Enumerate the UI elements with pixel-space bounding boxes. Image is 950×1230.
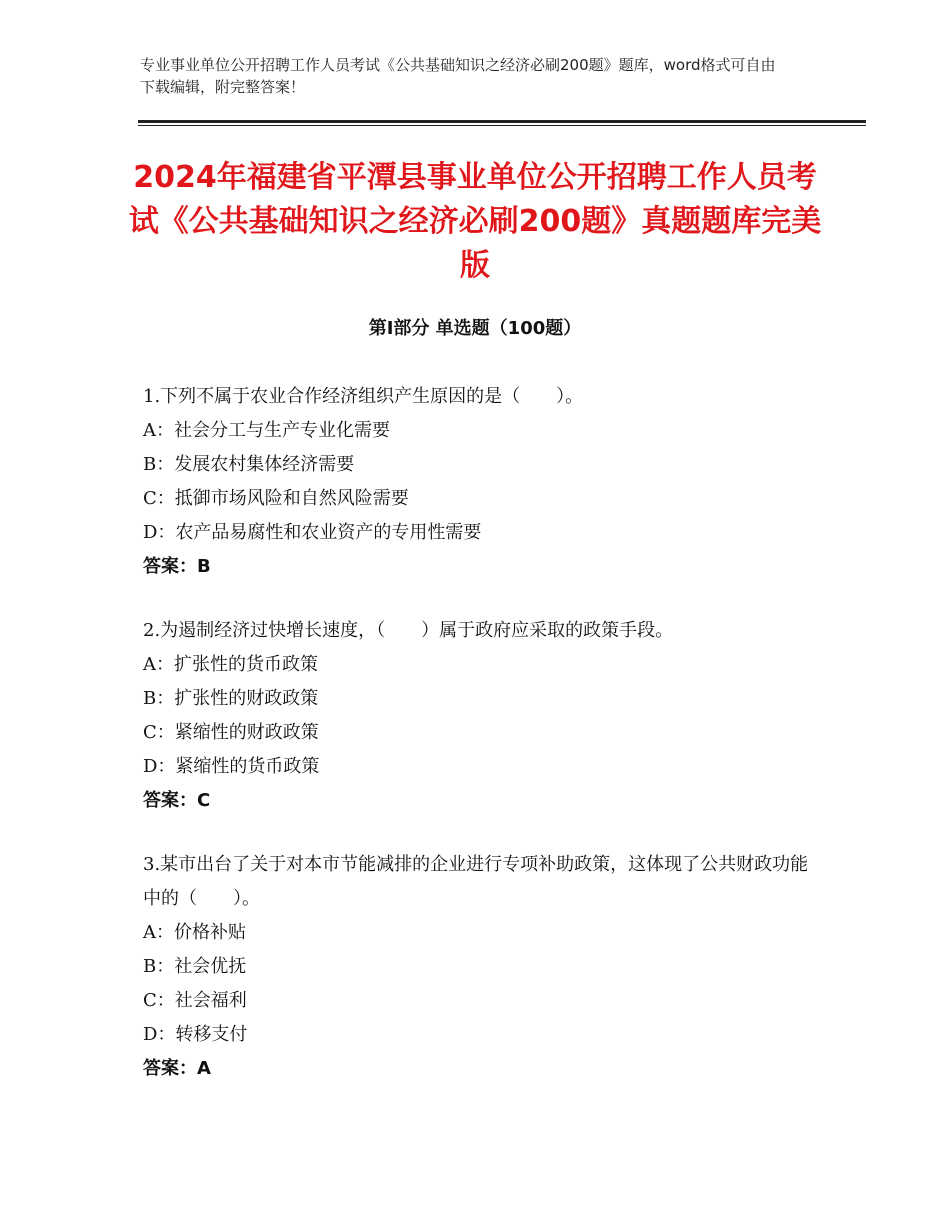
option-c: C：紧缩性的财政政策: [143, 722, 319, 743]
question-list: [143, 380, 823, 1116]
option-b: B：发展农村集体经济需要: [143, 454, 355, 475]
document-title: 2024年福建省平潭县事业单位公开招聘工作人员考试《公共基础知识之经济必刷200题》真题题库完美版: [128, 160, 822, 283]
question-2: [143, 614, 823, 818]
option-b: B：社会优抚: [143, 956, 247, 977]
question-stem: 1.下列不属于农业合作经济组织产生原因的是（ ）。: [143, 386, 584, 407]
option-a: A：价格补贴: [143, 922, 246, 943]
option-d: D：农产品易腐性和农业资产的专用性需要: [143, 522, 482, 543]
header-rule: [138, 120, 866, 126]
option-d: D：转移支付: [143, 1024, 248, 1045]
question-stem: 3.某市出台了关于对本市节能减排的企业进行专项补助政策，这体现了公共财政功能中的（ ）。: [143, 854, 809, 909]
question-stem: 2.为遏制经济过快增长速度，（ ）属于政府应采取的政策手段。: [143, 620, 674, 641]
option-c: C：社会福利: [143, 990, 247, 1011]
option-a: A：扩张性的货币政策: [143, 654, 318, 675]
answer: 答案：A: [143, 1058, 211, 1079]
header-note: 专业事业单位公开招聘工作人员考试《公共基础知识之经济必刷200题》题库，word格式可自由下载编辑，附完整答案！: [140, 56, 776, 96]
question-1: [143, 380, 823, 584]
option-b: B：扩张性的财政政策: [143, 688, 319, 709]
option-c: C：抵御市场风险和自然风险需要: [143, 488, 409, 509]
option-d: D：紧缩性的货币政策: [143, 756, 320, 777]
answer: 答案：C: [143, 790, 211, 811]
header-rule-thin: [138, 125, 866, 126]
option-a: A：社会分工与生产专业化需要: [143, 420, 390, 441]
question-3: [143, 848, 823, 1086]
section-title: 第Ⅰ部分 单选题（100题）: [368, 318, 582, 339]
answer: 答案：B: [143, 556, 211, 577]
